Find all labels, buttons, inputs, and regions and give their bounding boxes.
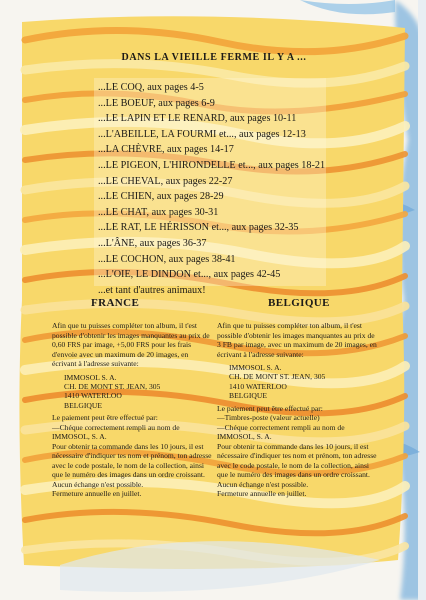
- france-closing: Fermeture annuelle en juillet.: [52, 489, 142, 499]
- list-item: ...LE COQ, aux pages 4-5: [98, 82, 204, 93]
- address-line: CH. DE MONT ST. JEAN, 305: [64, 381, 161, 391]
- belgique-closing: Fermeture annuelle en juillet.: [217, 489, 307, 499]
- france-address: [64, 373, 212, 411]
- animal-list: [98, 80, 398, 298]
- belgique-column: [217, 321, 377, 499]
- france-column: [52, 321, 212, 499]
- address-line: IMMOSOL S. A.: [229, 363, 282, 372]
- belgique-heading: BELGIQUE: [268, 297, 330, 309]
- list-item: ...LE CHAT, aux pages 30-31: [98, 206, 219, 218]
- france-payment-item: —Chéque correctement rempli au nom de IMMOSOL, S. A.: [52, 422, 180, 442]
- belgique-intro: Afin que tu puisses compléter ton album, il t'est possible d'obtenir les images manquantes au prix de 3 FB par image, avec un maximum de 20 images, en écrivant à l'adresse suivante:: [217, 321, 377, 359]
- list-item: ...LA CHÈVRE, aux pages 14-17: [98, 144, 234, 156]
- france-heading: FRANCE: [91, 297, 140, 309]
- france-intro: Afin que tu puisses compléter ton album, il t'est possible d'obtenir les images manquantes au prix de 0,60 FRS par image, +5,00 FRS pour les frais d'envoie avec un maximum de 20 images, en écrivant à l'adresse suivante:: [52, 321, 210, 368]
- address-line: IMMOSOL S. A.: [64, 372, 117, 382]
- list-item: ...L'ABEILLE, LA FOURMI et..., aux pages 12-13: [98, 128, 306, 140]
- belgique-payment-item: —Chéque correctement rempli au nom de IMMOSOL, S. A.: [217, 422, 345, 442]
- belgique-address: [229, 363, 377, 401]
- list-item: ...L'ÂNE, aux pages 36-37: [98, 237, 207, 249]
- address-line: BELGIQUE: [64, 400, 102, 410]
- belgique-payment-item: —Timbres-poste (valeur actuelle): [217, 413, 320, 423]
- list-item: ...LE CHIEN, aux pages 28-29: [98, 191, 224, 203]
- list-item: ...LE RAT, LE HÉRISSON et..., aux pages 32-35: [98, 222, 299, 234]
- list-item: ...LE PIGEON, L'HIRONDELLE et..., aux pages 18-21: [98, 159, 326, 171]
- page-title: DANS LA VIEILLE FERME IL Y A ...: [121, 52, 307, 63]
- address-line: 1410 WATERLOO: [64, 391, 122, 401]
- belgique-delivery: Pour obtenir ta commande dans les 10 jours, il est nécessaire d'indiquer tes nom et prénom, ton adresse avec le code postale, le nom de la collection, ainsi que le numéro des images dans un ordre croissant. Aucun échange n'est possible.: [217, 441, 377, 489]
- list-item: ...LE LAPIN ET LE RENARD, aux pages 10-11: [98, 113, 297, 125]
- france-delivery: Pour obtenir ta commande dans les 10 jours, il est nécessaire d'indiquer tes nom et prénom, ton adresse avec le code postale, le nom de la collection, ainsi que le numéro des images dans un ordre croissant. Aucun échange n'est possible.: [52, 441, 212, 489]
- france-payment-title: Le paiement peut être effectué par:: [52, 413, 158, 423]
- belgique-payment-title: Le paiement peut être effectué par:: [217, 403, 323, 413]
- address-line: 1410 WATERLOO: [229, 381, 287, 391]
- address-line: CH. DE MONT ST. JEAN, 305: [229, 372, 326, 382]
- list-item: ...LE BOEUF, aux pages 6-9: [98, 97, 215, 109]
- list-item: ...LE CHEVAL, aux pages 22-27: [98, 175, 233, 187]
- address-line: BELGIQUE: [229, 391, 267, 401]
- list-item: ...LE COCHON, aux pages 38-41: [98, 253, 236, 265]
- list-item: ...L'OIE, LE DINDON et..., aux pages 42-45: [98, 269, 281, 281]
- list-item: ...et tant d'autres animaux!: [98, 284, 206, 296]
